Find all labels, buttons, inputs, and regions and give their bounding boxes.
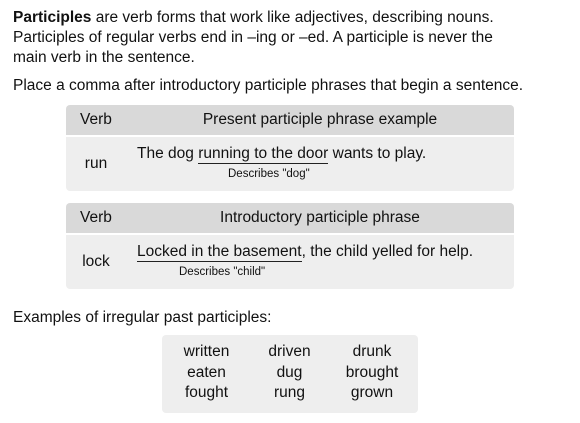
word-column-2 bbox=[257, 342, 322, 404]
irregular-participles-title: Examples of irregular past participles: bbox=[13, 309, 272, 326]
intro-line-1 bbox=[13, 8, 573, 28]
table-header bbox=[66, 203, 514, 233]
intro-paragraph bbox=[13, 8, 573, 68]
sentence-before: The dog bbox=[137, 145, 199, 162]
describes-label: Describes "child" bbox=[179, 266, 266, 278]
participle-word: brought bbox=[345, 363, 399, 381]
verb-cell: run bbox=[84, 155, 108, 172]
participle-word: fought bbox=[184, 384, 229, 401]
example-column-header: Introductory participle phrase bbox=[220, 209, 420, 226]
sentence-after: wants to play. bbox=[328, 145, 427, 162]
table-header bbox=[66, 105, 514, 135]
intro-line-3: main verb in the sentence. bbox=[13, 49, 195, 66]
verb-column-header: Verb bbox=[80, 111, 112, 128]
describes-label: Describes "dog" bbox=[228, 168, 310, 180]
example-sentence bbox=[137, 145, 426, 163]
word-column-1 bbox=[174, 342, 239, 404]
present-participle-table bbox=[66, 105, 514, 191]
participle-word: drunk bbox=[352, 343, 392, 360]
irregular-participles-box bbox=[162, 335, 418, 413]
verb-column-header: Verb bbox=[80, 209, 112, 226]
table-row bbox=[66, 135, 514, 191]
example-column-header: Present participle phrase example bbox=[202, 111, 438, 128]
participle-phrase: running to the door bbox=[198, 145, 329, 162]
word-column-3 bbox=[336, 342, 408, 404]
intro-text-1: are verb forms that work like adjectives, describing nouns. bbox=[91, 9, 494, 26]
participle-word: dug bbox=[276, 363, 303, 381]
sentence-after: , the child yelled for help. bbox=[301, 243, 474, 260]
verb-cell: lock bbox=[82, 253, 110, 270]
example-sentence bbox=[137, 243, 473, 261]
participles-term: Participles bbox=[13, 9, 92, 26]
participle-word: driven bbox=[268, 343, 311, 360]
table-row bbox=[66, 233, 514, 289]
participle-word: grown bbox=[350, 384, 394, 401]
introductory-participle-table bbox=[66, 203, 514, 289]
participle-word: eaten bbox=[187, 363, 226, 381]
participle-word: rung bbox=[273, 384, 306, 401]
participle-phrase: Locked in the basement bbox=[137, 243, 302, 260]
intro-line-2: Participles of regular verbs end in –ing or –ed. A participle is never the bbox=[13, 29, 493, 46]
participle-word: written bbox=[183, 343, 230, 360]
comma-rule: Place a comma after introductory participle phrases that begin a sentence. bbox=[13, 77, 524, 94]
